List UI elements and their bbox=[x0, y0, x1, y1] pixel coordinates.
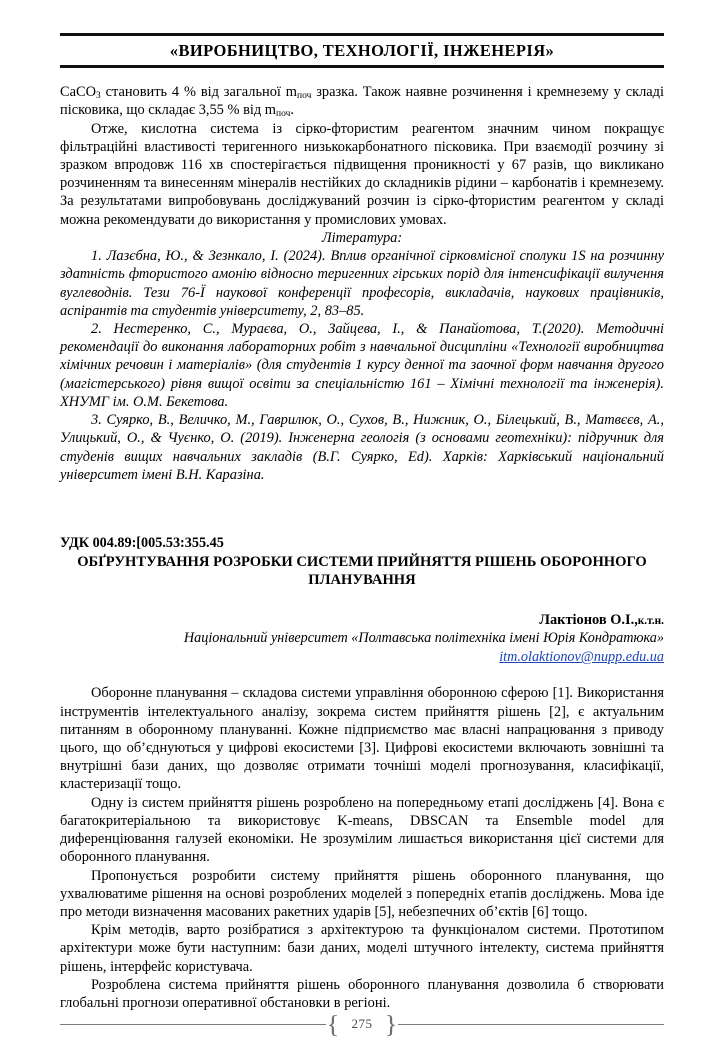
article-2-body bbox=[60, 684, 664, 1012]
subscript-3: 3 bbox=[95, 91, 101, 102]
article-1-paragraph-1 bbox=[60, 83, 664, 119]
subscript-poch-2: поч bbox=[275, 109, 291, 120]
article-1-body bbox=[60, 83, 664, 484]
author-email-container bbox=[60, 648, 664, 666]
page-number: 275 bbox=[351, 1016, 373, 1031]
header-rule-bottom bbox=[60, 65, 664, 68]
article-2-paragraph-5: Розроблена система прийняття рішень оборонного планування дозволила б створювати глобальні прогнози оперативної обстановки в регіоні. bbox=[60, 976, 664, 1012]
footer-brace-left-icon: { bbox=[326, 1009, 340, 1038]
article-2-paragraph-2: Одну із систем прийняття рішень розроблено на попередньому етапі досліджень [4]. Вона є багатокритеріальною та використовує K-means, DBSCAN та Ensemble model для диференціювання галузей економіки. Не зрозумілим лишається використання цієї системи для оборонного планування. bbox=[60, 794, 664, 866]
author-block bbox=[60, 611, 664, 667]
reference-item-3: 3. Суярко, В., Величко, М., Гаврилюк, О., Сухов, В., Нижник, О., Білецький, В., Матвєєв, А., Улицький, О., & Чуєнко, О. (2019). Інженерна геологія (з основами геотехніки): підручник для студенів вищих навчальних закладів (В.Г. Суярко, Ed). Харків: Харківський національний університет імені В.Н. Каразіна. bbox=[60, 412, 664, 483]
article-2-paragraph-1: Оборонне планування – складова системи управління оборонною сферою [1]. Використання інструментів інтелектуального аналізу, зокрема систем прийняття рішень [2], є актуальним питанням в оборонному плануванні. Кожне підприємство має власні напрацювання з приводу цього, що об’єднуються у цифрові екосистеми [3]. Цифрові екосистеми включають зовнішні та внутрішні бази даних, що дозволяє отримати точніші моделі прогнозування, класифікації, кластеризації тощо. bbox=[60, 685, 664, 793]
footer-brace-right-icon: } bbox=[384, 1009, 398, 1038]
udc-code: УДК 004.89:[005.53:355.45 bbox=[60, 534, 224, 551]
author-email-link[interactable]: itm.olaktionov@nupp.edu.ua bbox=[499, 648, 664, 665]
author-name: Лактіонов О.І., bbox=[539, 611, 638, 628]
reference-item-2: 2. Нестеренко, С., Мураєва, О., Зайцева, І., & Панайотова, Т.(2020). Методичні рекомендації до виконання лабораторних робіт з навчальної дисципліни «Технології виробництва хімічних речовин і матеріалів» (для студентів 1 курсу денної та заочної форм навчання другого (магістерського) рівня вищої освіти за спеціальністю 161 – Хімічні технології та інженерія). ХНУМГ ім. О.М. Бекетова. bbox=[60, 320, 664, 410]
subscript-poch-1: поч bbox=[296, 91, 312, 102]
article-2-paragraph-4: Крім методів, варто розібратися з архітектурою та функціоналом системи. Прототипом архітектури може бути наступним: бази даних, моделі штучного інтелекту, система прийняття рішень, інтерфейс користувача. bbox=[60, 922, 664, 975]
running-header bbox=[60, 33, 664, 68]
formula-caco3-text: CaCO bbox=[60, 84, 96, 101]
paragraph-1-mid-2: зразка. Також наявне розчинення і кремнезему у складі пісковика, що складає 3,55 % від m bbox=[60, 84, 664, 119]
page-footer bbox=[60, 1009, 664, 1038]
author-degree: к.т.н. bbox=[637, 614, 664, 627]
reference-item-1: 1. Лазєбна, Ю., & Зезнкало, І. (2024). Вплив органічної сірковмісної сполуки 1S на розчинну здатність фтористого амонію відносно теригенних гірських порід для інтенсифікації вилучення вуглеводнів. Тези 76-Ї наукової конференції професорів, викладачів, наукових працівників, аспірантів та студентів університету, 2, 83–85. bbox=[60, 248, 664, 319]
article-2-paragraph-3: Пропонується розробити систему прийняття рішень оборонного планування, що ухвалюватиме рішення на основі розроблених моделей з попередніх етапів досліджень. Мова іде про методи визначення масованих ракетних ударів [5], небезпечних об’єктів [6] тощо. bbox=[60, 867, 664, 921]
article-1-paragraph-2: Отже, кислотна система із сірко-фтористим реагентом значним чином покращує фільтраційні властивості теригенного низькокарбонатного пісковика. При взаємодії розчину зі зразком впродовж 116 хв спостерігається підвищення проникності у 67 разів, що викликано розчиненням та винесенням мінералів нестійких до складників рідини – карбонатів і кремнезему. За результатами випробовувань досліджуваний розчин із сірко-фтористим реагентом у складі можна рекомендувати до використання у промислових умовах. bbox=[60, 120, 664, 228]
literature-heading: Література: bbox=[321, 229, 403, 246]
author-line bbox=[60, 611, 664, 630]
paragraph-1-mid-1: становить 4 % від загальної m bbox=[100, 84, 297, 101]
article-2 bbox=[60, 535, 664, 1012]
document-page bbox=[0, 33, 724, 1057]
paragraph-1-tail: . bbox=[290, 102, 294, 119]
article-2-title: ОБҐРУНТУВАННЯ РОЗРОБКИ СИСТЕМИ ПРИЙНЯТТЯ РІШЕНЬ ОБОРОННОГО ПЛАНУВАННЯ bbox=[77, 553, 647, 589]
running-header-title: «ВИРОБНИЦТВО, ТЕХНОЛОГІЇ, ІНЖЕНЕРІЯ» bbox=[169, 41, 555, 60]
author-affiliation: Національний університет «Полтавська політехніка імені Юрія Кондратюка» bbox=[183, 630, 664, 647]
